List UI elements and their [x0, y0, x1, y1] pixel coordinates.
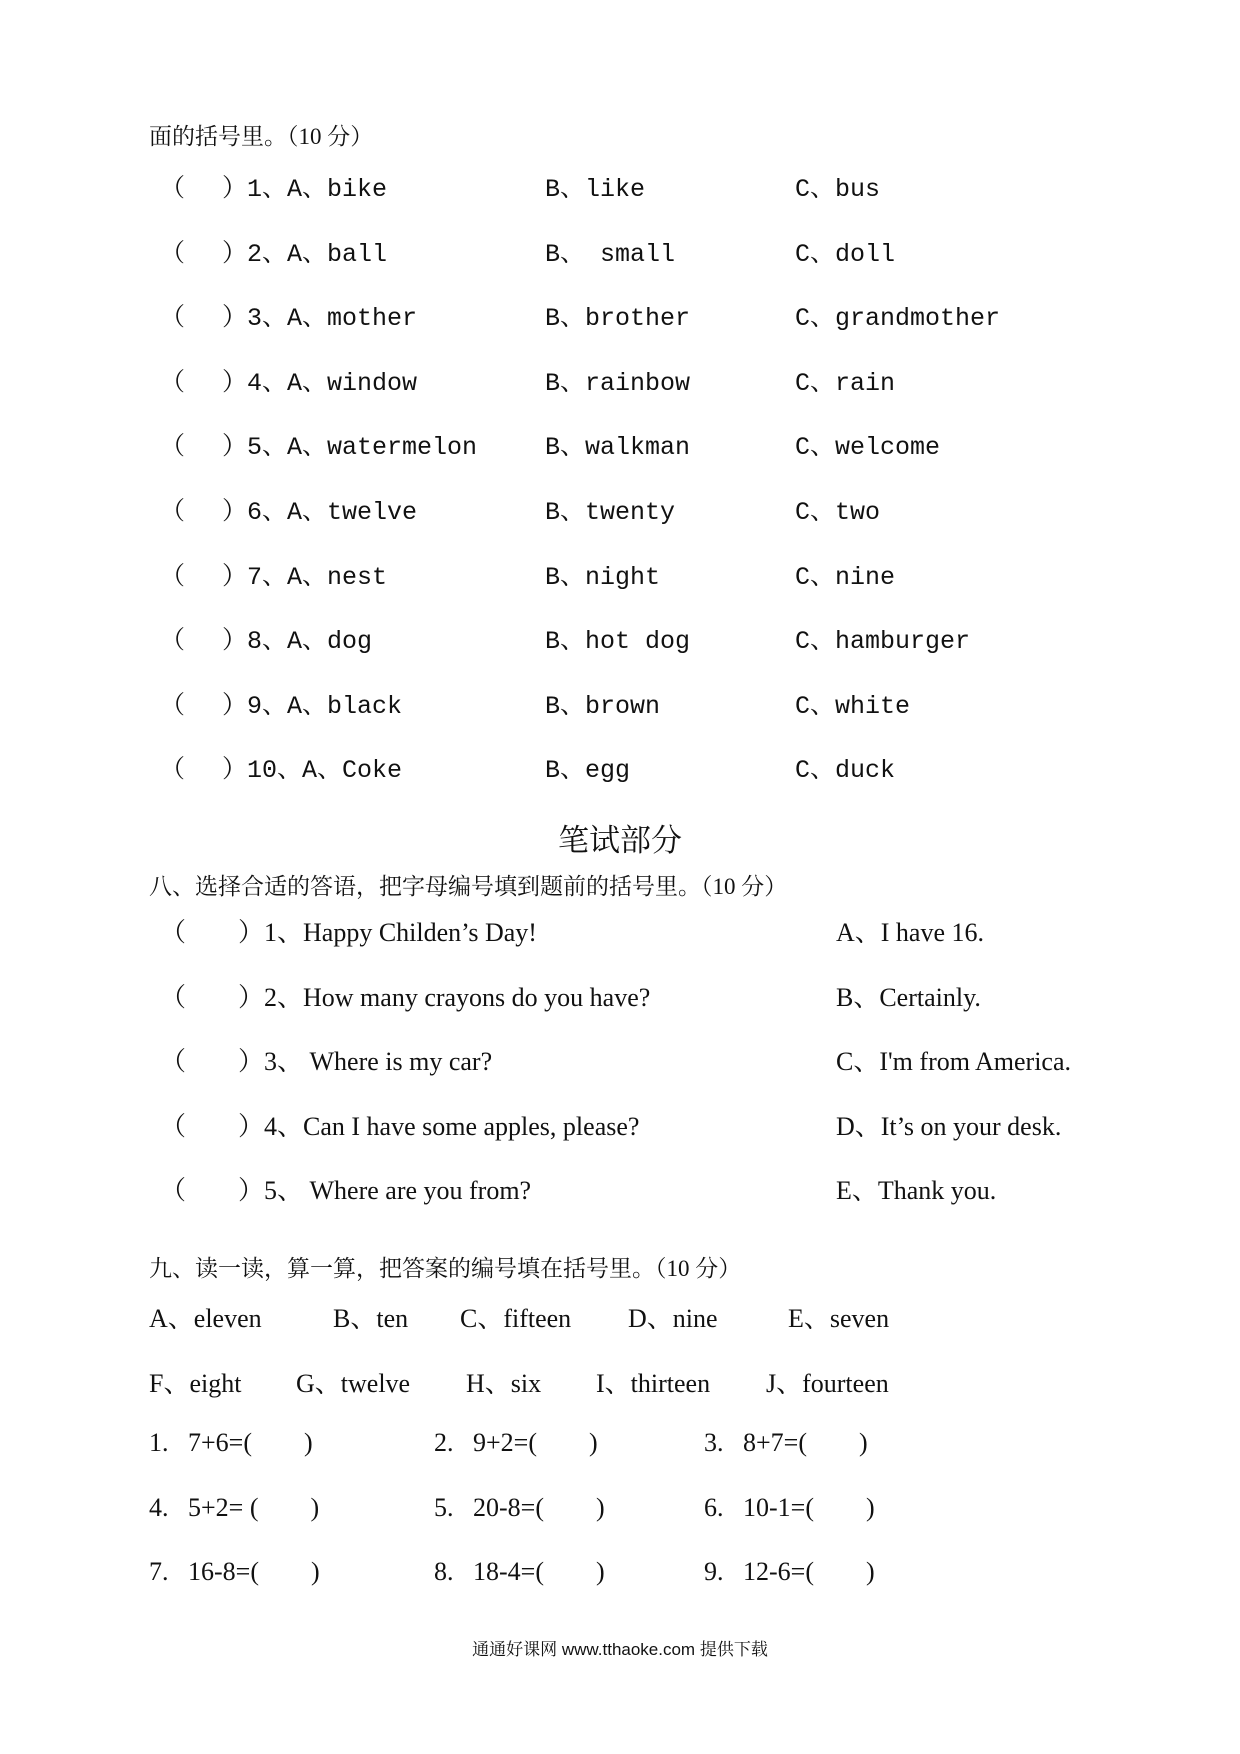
open-paren: （ [160, 368, 186, 398]
option-a: ）8、A、dog [222, 627, 373, 657]
phonics-row [0, 491, 1240, 527]
option-c: C、duck [795, 756, 896, 786]
open-paren: （ [160, 433, 186, 463]
option-b: B、like [545, 175, 646, 204]
open-paren: （ [160, 239, 186, 269]
option-a: ）1、A、bike [222, 175, 388, 204]
open-paren: （ [160, 1047, 187, 1076]
answer-option: J、fourteen [766, 1369, 889, 1398]
section8-heading: 八、选择合适的答语，把字母编号填到题前的括号里。（10 分） [149, 874, 788, 899]
question-row [0, 1041, 1240, 1079]
equation-row [0, 1428, 1240, 1466]
open-paren: （ [160, 304, 186, 334]
open-paren: （ [160, 562, 186, 592]
option-a: ）5、A、watermelon [222, 433, 478, 463]
option-b: B、brother [545, 304, 691, 334]
open-paren: （ [160, 691, 186, 721]
answer-options-row [0, 1298, 1240, 1336]
phonics-row [0, 168, 1240, 204]
section9-heading: 九、读一读，算一算，把答案的编号填在括号里。（10 分） [149, 1256, 742, 1281]
question-row [0, 1106, 1240, 1144]
phonics-row [0, 426, 1240, 462]
option-b: B、twenty [545, 498, 676, 527]
math-equation: 8. 18-4=( ) [434, 1557, 605, 1586]
answer-option: H、six [466, 1369, 542, 1398]
math-equation: 6. 10-1=( ) [704, 1492, 875, 1522]
option-a: ）9、A、black [222, 691, 403, 721]
answer-option: B、ten [333, 1304, 409, 1333]
answer-option: B、Certainly. [836, 982, 981, 1012]
option-b: B、rainbow [545, 368, 691, 398]
answer-option: D、nine [628, 1304, 718, 1333]
open-paren: （ [160, 918, 187, 947]
answer-option: C、fifteen [460, 1304, 572, 1333]
question-text: ）5、 Where are you from? [238, 1176, 532, 1205]
math-equation: 7. 16-8=( ) [149, 1557, 320, 1586]
option-c: C、doll [795, 239, 896, 269]
option-b: B、egg [545, 756, 631, 786]
question-text: ）2、How many crayons do you have? [238, 982, 651, 1012]
footer-text: 通通好课网 www.tthaoke.com 提供下载 [472, 1640, 768, 1659]
question-row [0, 912, 1240, 950]
math-equation: 5. 20-8=( ) [434, 1492, 605, 1522]
math-equation: 3. 8+7=( ) [704, 1428, 868, 1457]
phonics-row [0, 297, 1240, 333]
answer-option: I、thirteen [596, 1369, 711, 1398]
option-b: B、night [545, 562, 661, 592]
option-a: ）4、A、window [222, 368, 418, 398]
option-c: C、rain [795, 368, 896, 398]
open-paren: （ [160, 627, 186, 657]
phonics-row [0, 620, 1240, 656]
math-equation: 1. 7+6=( ) [149, 1428, 313, 1457]
option-b: B、hot dog [545, 627, 691, 657]
answer-option: G、twelve [296, 1369, 411, 1398]
phonics-row [0, 233, 1240, 269]
answer-option: E、seven [788, 1304, 890, 1333]
option-c: C、welcome [795, 433, 941, 463]
section7-intro: 面的括号里。（10 分） [149, 124, 374, 149]
phonics-row [0, 749, 1240, 785]
phonics-row [0, 362, 1240, 398]
question-row [0, 1170, 1240, 1208]
open-paren: （ [160, 982, 187, 1012]
option-a: ）10、A、Coke [222, 756, 403, 786]
math-equation: 9. 12-6=( ) [704, 1557, 875, 1586]
option-a: ）2、A、ball [222, 239, 388, 269]
option-c: C、hamburger [795, 627, 971, 657]
answer-option: C、I'm from America. [836, 1047, 1072, 1076]
answer-option: D、It’s on your desk. [836, 1111, 1062, 1141]
answer-option: F、eight [149, 1369, 242, 1398]
option-a: ）7、A、nest [222, 562, 388, 592]
open-paren: （ [160, 756, 186, 786]
question-text: ）1、Happy Childen’s Day! [238, 918, 537, 947]
equation-row [0, 1557, 1240, 1595]
option-a: ）3、A、mother [222, 304, 418, 334]
option-c: C、white [795, 691, 911, 721]
answer-option: E、Thank you. [836, 1176, 997, 1205]
option-c: C、bus [795, 175, 881, 204]
option-c: C、nine [795, 562, 896, 592]
answer-option: A、I have 16. [836, 918, 985, 947]
math-equation: 2. 9+2=( ) [434, 1428, 598, 1457]
answer-option: A、eleven [149, 1304, 262, 1333]
question-row [0, 977, 1240, 1015]
math-equation: 4. 5+2= ( ) [149, 1492, 320, 1522]
option-a: ）6、A、twelve [222, 498, 418, 527]
answer-options-row [0, 1363, 1240, 1401]
open-paren: （ [160, 1111, 187, 1141]
question-text: ）3、 Where is my car? [238, 1047, 493, 1076]
question-text: ）4、Can I have some apples, please? [238, 1111, 640, 1141]
open-paren: （ [160, 498, 186, 527]
phonics-row [0, 685, 1240, 721]
open-paren: （ [160, 1176, 187, 1205]
phonics-row [0, 556, 1240, 592]
option-b: B、 small [545, 239, 676, 269]
option-c: C、grandmother [795, 304, 1001, 334]
equation-row [0, 1493, 1240, 1531]
option-c: C、two [795, 498, 881, 527]
written-section-title: 笔试部分 [558, 823, 682, 858]
open-paren: （ [160, 175, 186, 204]
option-b: B、walkman [545, 433, 691, 463]
option-b: B、brown [545, 691, 661, 721]
